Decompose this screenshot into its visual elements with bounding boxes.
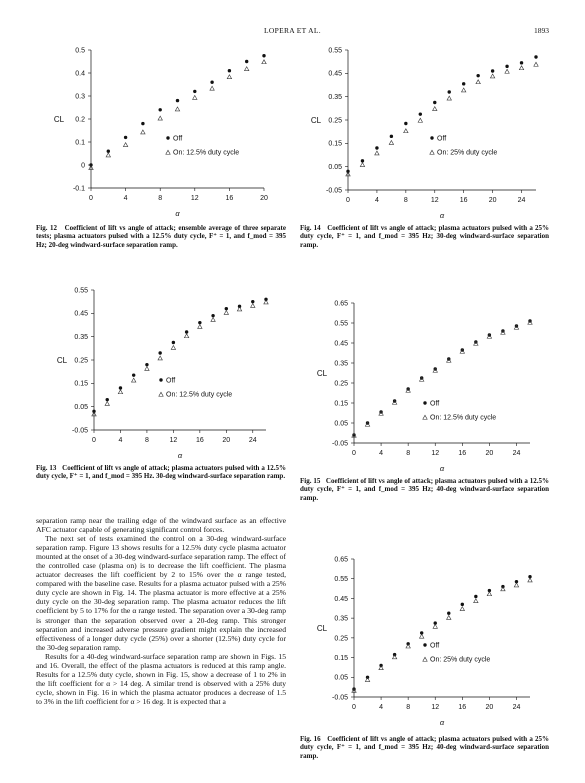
data-point-on — [171, 345, 175, 349]
x-tick-label: 16 — [458, 704, 467, 711]
legend-label: On: 12.5% duty cycle — [173, 149, 240, 157]
x-tick-label: 12 — [190, 195, 199, 202]
legend-label: Off — [166, 377, 176, 385]
data-point-on — [211, 317, 215, 321]
y-tick-label: 0.25 — [334, 635, 348, 643]
figure-16-caption-label: Fig. 16 — [300, 735, 321, 743]
y-tick-label: 0.55 — [74, 287, 88, 295]
y-tick-label: 0.05 — [328, 164, 342, 172]
data-point-off — [419, 112, 422, 115]
legend-marker-off — [423, 401, 426, 404]
series-on — [346, 62, 538, 176]
y-tick-label: 0.55 — [334, 320, 348, 328]
x-tick-label: 4 — [123, 195, 128, 202]
data-point-on — [227, 75, 231, 79]
y-tick-label: 0.5 — [75, 47, 85, 55]
data-point-on — [264, 300, 268, 304]
y-tick-label: -0.05 — [332, 694, 348, 702]
x-tick-label: 20 — [485, 704, 494, 711]
figure-13-caption — [36, 464, 286, 481]
x-axis-label: α — [439, 464, 445, 473]
x-tick-label: 24 — [512, 450, 521, 457]
data-point-off — [390, 135, 393, 138]
legend-label: On: 12.5% duty cycle — [166, 391, 233, 399]
x-tick-label: 16 — [459, 197, 468, 204]
data-point-on — [476, 80, 480, 84]
data-point-on — [534, 62, 538, 66]
x-tick-label: 12 — [169, 437, 178, 444]
data-point-on — [123, 143, 127, 147]
data-point-off — [505, 65, 508, 68]
data-point-off — [447, 612, 450, 615]
data-point-on — [210, 86, 214, 90]
data-point-on — [433, 107, 437, 111]
x-tick-label: 0 — [352, 704, 356, 711]
legend-marker-on — [423, 415, 427, 419]
y-tick-label: 0 — [81, 162, 85, 170]
figure-14-svg — [300, 40, 550, 218]
data-point-off — [245, 60, 248, 63]
figure-16-svg — [300, 551, 550, 726]
data-point-on — [379, 666, 383, 670]
x-tick-label: 4 — [118, 437, 123, 444]
data-point-off — [491, 69, 494, 72]
legend-marker-on — [423, 657, 427, 661]
legend-label: Off — [437, 135, 447, 143]
series-on — [352, 578, 532, 692]
body-paragraph: separation ramp near the trailing edge of the windward surface as an effective AFC actuator capable of generating significant control forces. — [36, 516, 286, 535]
y-tick-label: 0.45 — [334, 340, 348, 348]
y-tick-label: -0.05 — [72, 427, 88, 435]
figure-15-chart — [300, 295, 550, 473]
data-point-on — [487, 592, 491, 596]
y-tick-label: 0.55 — [328, 47, 342, 55]
page-number: 1893 — [534, 26, 549, 35]
figure-16-caption-text: Coefficient of lift vs angle of attack; plasma actuators pulsed with a 25% duty cycle, F⁺ = 1, and f_mod = 395 Hz; 40-deg windward-surface separation ramp. — [300, 735, 550, 760]
data-point-off — [375, 146, 378, 149]
data-point-on — [447, 96, 451, 100]
figure-12-svg — [36, 40, 276, 218]
x-tick-label: 8 — [406, 450, 411, 457]
body-paragraph: The next set of tests examined the control on a 30-deg windward-surface separation ramp. Figure 13 shows results for a 12.5% duty cycle plasma actuator mounted at the onset of a 30-deg windward-surface separation ramp. The effect of the controlled case (plasma on) is to decrease the lift coefficient. The plasma actuator decreases the lift coefficient by 2 to 15% over the α range tested, compared with the baseline case. Results for a plasma actuator pulsed with a 25% duty cycle are shown in Fig. 14. The plasma actuator is more effective at a 25% duty cycle on the 30-deg separation ramp. The plasma actuator reduces the lift coefficient by 5 to 17% for the α range tested. The separation over a 30-deg ramp is stronger than the separation observed over a 20-deg ramp. This stronger separation and increased adverse pressure gradient might explain the increased effectiveness of a longer duty cycle (25%) over a shorter (12.5%) duty cycle for the 30-deg separation ramp. — [36, 534, 286, 652]
legend-label: Off — [430, 400, 440, 408]
y-tick-label: 0.15 — [334, 654, 348, 662]
figure-12-caption-text: Coefficient of lift vs angle of attack; ensemble average of three separate tests; plasma actuators pulsed with a 12.5% duty cycle, F⁺ = 1, and f_mod = 395 Hz; 20-deg windward-surface separation ramp. — [36, 224, 286, 249]
data-point-on — [184, 334, 188, 338]
data-point-on — [237, 307, 241, 311]
x-tick-label: 12 — [430, 197, 439, 204]
data-point-on — [528, 578, 532, 582]
data-point-on — [224, 310, 228, 314]
x-tick-label: 24 — [248, 437, 257, 444]
legend-marker-on — [430, 150, 434, 154]
figure-14-caption-label: Fig. 14 — [300, 224, 321, 232]
y-tick-label: 0.05 — [334, 420, 348, 428]
x-tick-label: 8 — [144, 437, 149, 444]
y-tick-label: 0.1 — [75, 139, 85, 147]
x-tick-label: 20 — [485, 450, 494, 457]
legend-marker-off — [166, 136, 169, 139]
series-on — [92, 300, 268, 416]
figure-16-caption — [300, 735, 549, 760]
x-tick-label: 24 — [512, 704, 521, 711]
body-paragraph: Results for a 40-deg windward-surface separation ramp are shown in Figs. 15 and 16. Overall, the effect of the plasma actuators is reduced at this ramp angle. Results for a 12.5% duty cycle, shown in Fig. 15, show a decrease of 1 to 2% in the lift coefficient for α > 14 deg. A similar trend is observed with a 25% duty cycle, shown in Fig. 16 in which the plasma actuator produces a decrease of 1.5 to 3% in the lift coefficient for α > 16 deg. It is expected that a — [36, 651, 286, 706]
y-tick-label: 0.25 — [74, 357, 88, 365]
y-tick-label: 0.45 — [328, 70, 342, 78]
x-axis-label: α — [439, 211, 445, 220]
data-point-on — [251, 303, 255, 307]
legend — [423, 401, 496, 422]
y-tick-label: 0.15 — [74, 380, 88, 388]
data-point-off — [132, 373, 135, 376]
figure-12-caption — [36, 224, 286, 249]
data-point-on — [193, 95, 197, 99]
data-point-off — [159, 108, 162, 111]
data-point-on — [490, 74, 494, 78]
data-point-off — [176, 99, 179, 102]
data-point-on — [418, 118, 422, 122]
x-tick-label: 20 — [260, 195, 268, 202]
x-tick-label: 0 — [346, 197, 350, 204]
x-tick-label: 16 — [225, 195, 234, 202]
x-axis-label: α — [175, 209, 180, 218]
data-point-on — [141, 130, 145, 134]
legend-label: Off — [173, 135, 183, 143]
legend-label: On: 25% duty cycle — [430, 656, 491, 664]
data-point-off — [228, 69, 231, 72]
data-point-on — [198, 324, 202, 328]
data-point-on — [158, 356, 162, 360]
legend — [430, 136, 498, 157]
legend-label: Off — [430, 642, 440, 650]
figure-15-caption — [300, 477, 549, 502]
x-tick-label: 8 — [406, 704, 411, 711]
data-point-on — [505, 69, 509, 73]
y-tick-label: 0.05 — [74, 404, 88, 412]
data-point-on — [245, 67, 249, 71]
body-text — [36, 516, 286, 706]
legend — [166, 136, 239, 157]
y-tick-label: 0.25 — [334, 380, 348, 388]
figure-13-caption-text: Coefficient of lift vs angle of attack; plasma actuators pulsed with a 12.5% duty cycle, F⁺ = 1, and f_mod = 395 Hz. 30-deg windward-surface separation ramp. — [36, 464, 287, 481]
y-tick-label: 0.15 — [334, 400, 348, 408]
figure-12-caption-label: Fig. 12 — [36, 224, 58, 232]
data-point-off — [193, 90, 196, 93]
y-tick-label: 0.35 — [334, 615, 348, 623]
y-tick-label: 0.4 — [75, 70, 85, 78]
figure-12-chart — [36, 40, 276, 218]
legend-marker-off — [159, 378, 162, 381]
figure-13-caption-label: Fig. 13 — [36, 464, 57, 472]
data-point-off — [124, 136, 127, 139]
data-point-on — [514, 583, 518, 587]
figure-15-svg — [300, 295, 550, 473]
data-point-off — [448, 90, 451, 93]
y-axis-label: CL — [316, 624, 328, 633]
data-point-off — [476, 74, 479, 77]
y-tick-label: 0.45 — [74, 310, 88, 318]
data-point-on — [262, 60, 266, 64]
data-point-on — [145, 366, 149, 370]
data-point-on — [105, 401, 109, 405]
x-tick-label: 0 — [89, 195, 93, 202]
x-tick-label: 24 — [517, 197, 526, 204]
data-point-on — [158, 116, 162, 120]
series-off — [352, 575, 531, 691]
data-point-on — [392, 655, 396, 659]
data-point-on — [474, 599, 478, 603]
data-point-off — [462, 82, 465, 85]
legend — [423, 643, 491, 664]
data-point-on — [406, 644, 410, 648]
y-tick-label: -0.05 — [332, 440, 348, 448]
x-tick-label: 12 — [431, 704, 440, 711]
data-point-off — [433, 101, 436, 104]
data-point-on — [433, 624, 437, 628]
x-axis-label: α — [439, 718, 445, 727]
data-point-off — [474, 595, 477, 598]
data-point-on — [447, 615, 451, 619]
y-tick-label: 0.45 — [334, 595, 348, 603]
x-tick-label: 16 — [195, 437, 204, 444]
y-tick-label: 0.05 — [334, 674, 348, 682]
data-point-on — [365, 678, 369, 682]
figure-16-chart — [300, 551, 550, 726]
data-point-on — [501, 587, 505, 591]
data-point-off — [461, 603, 464, 606]
data-point-on — [404, 129, 408, 133]
x-tick-label: 8 — [158, 195, 163, 202]
legend — [159, 378, 232, 399]
y-tick-label: 0.55 — [334, 576, 348, 584]
data-point-on — [461, 88, 465, 92]
x-tick-label: 20 — [222, 437, 231, 444]
x-axis-label: α — [177, 451, 183, 460]
y-tick-label: 0.65 — [334, 300, 348, 308]
figure-13-svg — [36, 280, 276, 460]
data-point-off — [158, 351, 161, 354]
y-tick-label: 0.25 — [328, 117, 342, 125]
x-tick-label: 4 — [379, 704, 384, 711]
data-point-on — [419, 634, 423, 638]
y-tick-label: 0.35 — [334, 360, 348, 368]
legend-marker-off — [430, 136, 433, 139]
data-point-on — [106, 153, 110, 157]
x-tick-label: 12 — [431, 450, 440, 457]
y-tick-label: 0.2 — [75, 116, 85, 124]
figure-14-caption-text: Coefficient of lift vs angle of attack; plasma actuators pulsed with a 25% duty cycle, F⁺ = 1, and f_mod = 395 Hz; 30-deg windward-surface separation ramp. — [300, 224, 550, 249]
legend-marker-off — [423, 643, 426, 646]
y-tick-label: 0.15 — [328, 140, 342, 148]
x-tick-label: 0 — [352, 450, 356, 457]
y-axis-label: CL — [53, 115, 65, 124]
y-tick-label: 0.35 — [328, 94, 342, 102]
legend-label: On: 25% duty cycle — [437, 149, 498, 157]
data-point-on — [519, 66, 523, 70]
data-point-on — [389, 140, 393, 144]
y-tick-label: 0.35 — [74, 334, 88, 342]
y-tick-label: 0.65 — [334, 556, 348, 564]
x-tick-label: 16 — [458, 450, 467, 457]
x-tick-label: 8 — [403, 197, 408, 204]
running-header-author: LOPERA ET AL. — [264, 26, 321, 35]
legend-marker-on — [166, 150, 170, 154]
data-point-off — [141, 122, 144, 125]
x-tick-label: 4 — [379, 450, 384, 457]
y-axis-label: CL — [56, 356, 68, 365]
figure-14-chart — [300, 40, 550, 218]
figure-14-caption — [300, 224, 549, 249]
y-tick-label: 0.3 — [75, 93, 85, 101]
data-point-on — [175, 107, 179, 111]
y-axis-label: CL — [316, 369, 328, 378]
data-point-off — [210, 81, 213, 84]
data-point-off — [404, 122, 407, 125]
x-tick-label: 20 — [488, 197, 497, 204]
data-point-on — [118, 390, 122, 394]
data-point-on — [131, 378, 135, 382]
data-point-off — [534, 55, 537, 58]
data-point-off — [172, 341, 175, 344]
data-point-on — [360, 163, 364, 167]
figure-15-caption-label: Fig. 15 — [300, 477, 321, 485]
figure-13-chart — [36, 280, 276, 460]
figure-15-caption-text: Coefficient of lift vs angle of attack; plasma actuators pulsed with a 12.5% duty cycle, F⁺ = 1, and f_mod = 395 Hz; 40-deg windward-surface separation ramp. — [300, 477, 550, 502]
legend-marker-on — [159, 392, 163, 396]
y-axis-label: CL — [310, 116, 322, 125]
y-tick-label: -0.05 — [326, 187, 342, 195]
x-tick-label: 0 — [92, 437, 96, 444]
data-point-on — [460, 607, 464, 611]
legend-label: On: 12.5% duty cycle — [430, 414, 497, 422]
data-point-off — [520, 61, 523, 64]
data-point-off — [262, 54, 265, 57]
data-point-on — [375, 151, 379, 155]
x-tick-label: 4 — [374, 197, 379, 204]
y-tick-label: -0.1 — [72, 185, 85, 193]
